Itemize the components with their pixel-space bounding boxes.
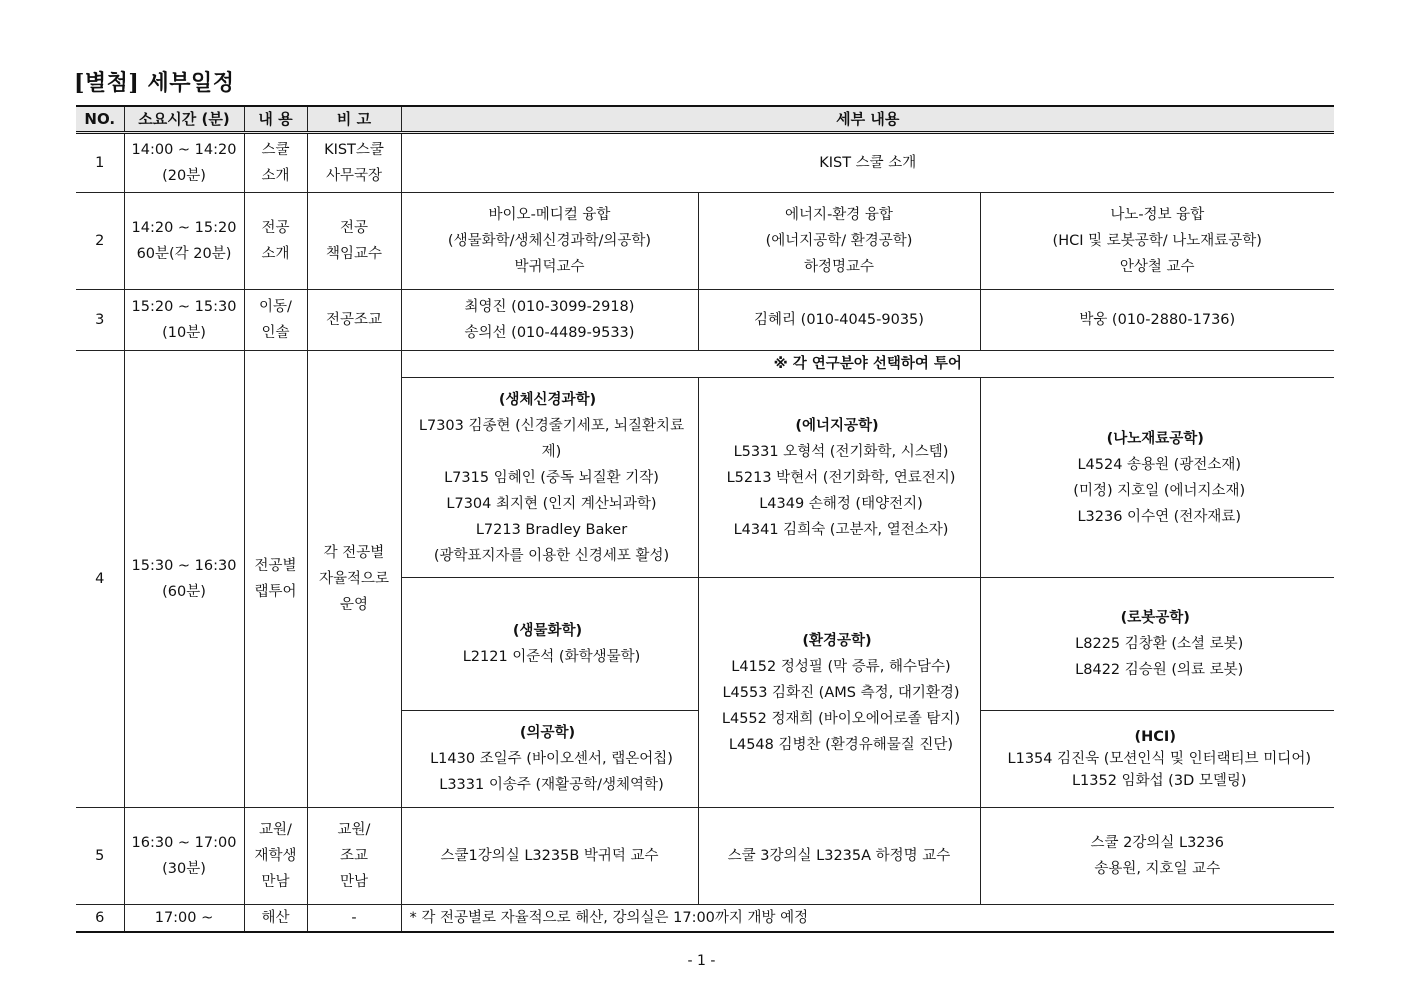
- row-note: KIST스쿨 사무국장: [307, 133, 401, 193]
- row-note: -: [307, 905, 401, 933]
- lab-hci: (HCI) L1354 김진욱 (모션인식 및 인터랙티브 미디어) L1352 임화섭 (3D 모델링): [980, 711, 1334, 808]
- header-content: 내 용: [244, 106, 307, 133]
- major-nano-info: 나노-정보 융합 (HCI 및 로봇공학/ 나노재료공학) 안상철 교수: [980, 193, 1334, 290]
- row-no: 5: [76, 808, 124, 905]
- row-detail: * 각 전공별로 자율적으로 해산, 강의실은 17:00까지 개방 예정: [401, 905, 1334, 933]
- table-row: [76, 133, 1334, 193]
- row-time: 17:00 ~: [124, 905, 244, 933]
- page-title: [별첨] 세부일정: [74, 70, 235, 96]
- row-content: 이동/ 인솔: [244, 290, 307, 351]
- row-no: 6: [76, 905, 124, 933]
- header-no: NO.: [76, 106, 124, 133]
- row-content: 스쿨 소개: [244, 133, 307, 193]
- row-detail: KIST 스쿨 소개: [401, 133, 1334, 193]
- row-time: 15:30 ~ 16:30 (60분): [124, 351, 244, 808]
- row-content: 교원/ 재학생 만남: [244, 808, 307, 905]
- row-time: 16:30 ~ 17:00 (30분): [124, 808, 244, 905]
- assistant-contact: 박웅 (010-2880-1736): [980, 290, 1334, 351]
- assistant-contact: 최영진 (010-3099-2918) 송의선 (010-4489-9533): [401, 290, 698, 351]
- lab-env: (환경공학) L4152 정성필 (막 증류, 해수담수) L4553 김화진 (AMS 측정, 대기환경) L4552 정재희 (바이오에어로졸 탐지) L4548 김병찬 (환경유해물질 진단): [698, 578, 980, 808]
- header-detail: 세부 내용: [401, 106, 1334, 133]
- row-time: 15:20 ~ 15:30 (10분): [124, 290, 244, 351]
- row-no: 2: [76, 193, 124, 290]
- tour-notice: ※ 각 연구분야 선택하여 투어: [401, 351, 1334, 378]
- meeting-room: 스쿨 3강의실 L3235A 하정명 교수: [698, 808, 980, 905]
- row-content: 전공 소개: [244, 193, 307, 290]
- header-duration: 소요시간 (분): [124, 106, 244, 133]
- major-bio-medical: 바이오-메디컬 융합 (생물화학/생체신경과학/의공학) 박귀덕교수: [401, 193, 698, 290]
- meeting-room: 스쿨1강의실 L3235B 박귀덕 교수: [401, 808, 698, 905]
- header-note: 비 고: [307, 106, 401, 133]
- row-no: 4: [76, 351, 124, 808]
- lab-biochem: (생물화학) L2121 이준석 (화학생물학): [401, 578, 698, 711]
- lab-neuro: (생체신경과학) L7303 김종현 (신경줄기세포, 뇌질환치료제) L7315 임혜인 (중독 뇌질환 기작) L7304 최지현 (인지 계산뇌과학) L7213 Bradley Baker (광학표지자를 이용한 신경세포 활성): [401, 378, 698, 578]
- row-no: 3: [76, 290, 124, 351]
- row-time: 14:00 ~ 14:20 (20분): [124, 133, 244, 193]
- page-number: - 1 -: [687, 953, 716, 969]
- table-row: [76, 808, 1334, 905]
- lab-robot: (로봇공학) L8225 김창환 (소셜 로봇) L8422 김승원 (의료 로봇): [980, 578, 1334, 711]
- row-content: 해산: [244, 905, 307, 933]
- row-time: 14:20 ~ 15:20 60분(각 20분): [124, 193, 244, 290]
- table-header-row: [76, 106, 1334, 133]
- row-note: 전공조교: [307, 290, 401, 351]
- row-note: 각 전공별 자율적으로 운영: [307, 351, 401, 808]
- assistant-contact: 김혜리 (010-4045-9035): [698, 290, 980, 351]
- row-no: 1: [76, 133, 124, 193]
- lab-bme: (의공학) L1430 조일주 (바이오센서, 랩온어칩) L3331 이송주 (재활공학/생체역학): [401, 711, 698, 808]
- row-note: 전공 책임교수: [307, 193, 401, 290]
- table-row: [76, 290, 1334, 351]
- row-note: 교원/ 조교 만남: [307, 808, 401, 905]
- table-row: [76, 193, 1334, 290]
- major-energy-env: 에너지-환경 융합 (에너지공학/ 환경공학) 하정명교수: [698, 193, 980, 290]
- lab-nano: (나노재료공학) L4524 송용원 (광전소재) (미정) 지호일 (에너지소재) L3236 이수연 (전자재료): [980, 378, 1334, 578]
- schedule-table: [76, 105, 1334, 933]
- meeting-room: 스쿨 2강의실 L3236 송용원, 지호일 교수: [980, 808, 1334, 905]
- table-row: [76, 351, 1334, 378]
- lab-energy: (에너지공학) L5331 오형석 (전기화학, 시스템) L5213 박현서 (전기화학, 연료전지) L4349 손해정 (태양전지) L4341 김희숙 (고분자, 열전소자): [698, 378, 980, 578]
- table-row: [76, 905, 1334, 933]
- row-content: 전공별 랩투어: [244, 351, 307, 808]
